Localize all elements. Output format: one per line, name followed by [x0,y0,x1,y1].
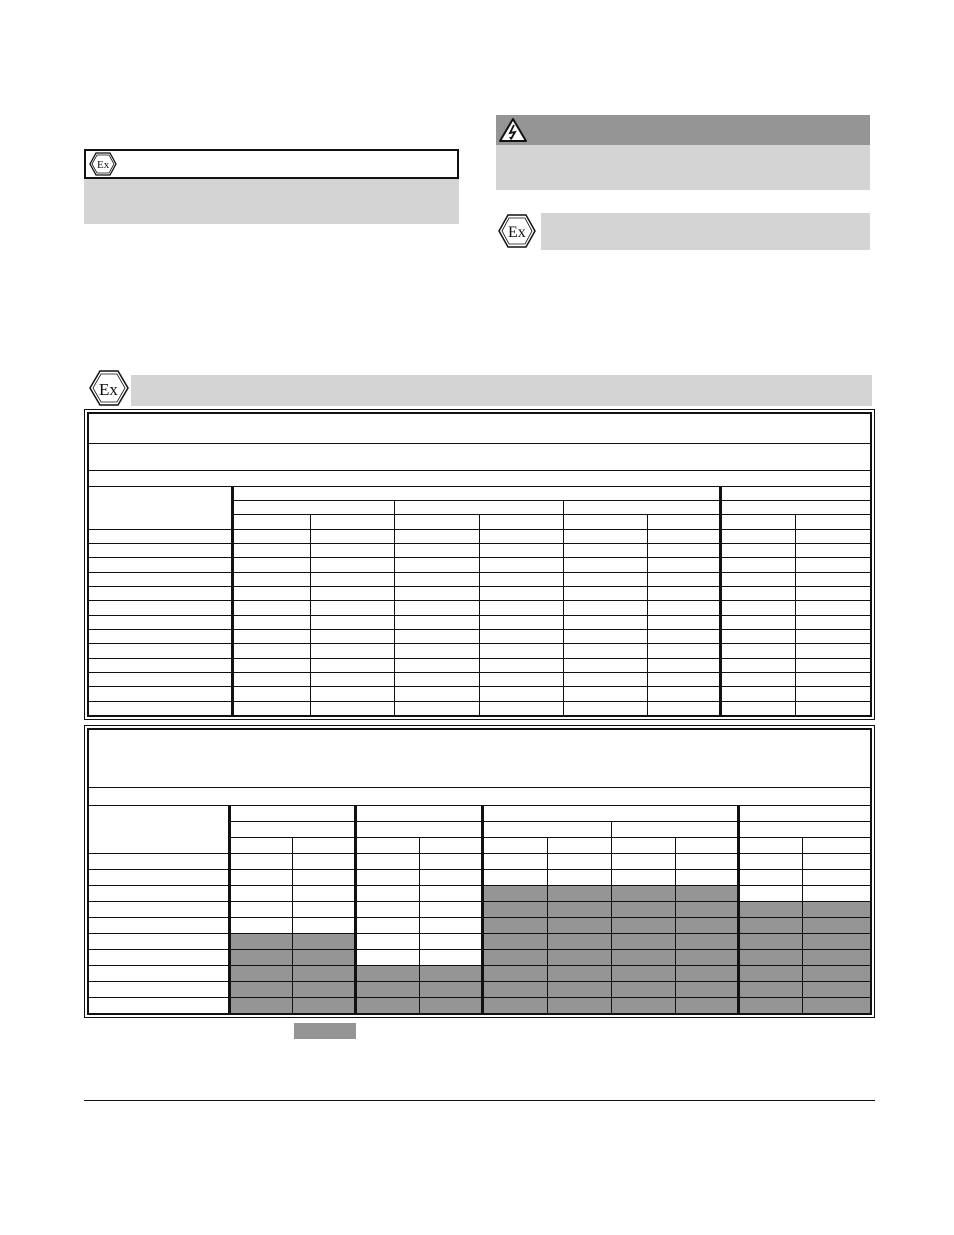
table-cell [796,658,871,672]
table-cell [89,701,233,715]
table-cell [548,965,612,981]
table-cell [356,997,420,1013]
table-cell [293,965,356,981]
table-row [89,629,871,643]
table-cell [230,853,293,869]
table-cell [739,949,803,965]
table-cell [480,687,564,701]
table-cell [721,558,796,572]
table-cell [648,615,721,629]
table-cell [89,853,230,869]
table-cell [480,529,564,543]
table-cell [356,917,420,933]
table-cell [612,853,676,869]
table-cell [612,949,676,965]
table-cell [356,901,420,917]
table-cell [548,853,612,869]
table-cell [420,933,483,949]
table-cell [230,885,293,901]
table-cell [564,701,648,715]
table-cell [480,572,564,586]
table-cell [230,869,293,885]
table-cell [564,529,648,543]
table-cell [564,644,648,658]
table-cell [89,917,230,933]
table-cell [564,572,648,586]
ex-icon [89,152,117,176]
table-cell [796,601,871,615]
table-cell [612,917,676,933]
table-row [89,558,871,572]
table-cell [293,997,356,1013]
table-cell [648,672,721,686]
table-cell [612,901,676,917]
table-cell [480,586,564,600]
warning-header [496,115,870,145]
ex-icon [498,214,536,248]
table-cell [395,701,480,715]
table-cell [548,901,612,917]
table-row [89,687,871,701]
table-cell [648,644,721,658]
table-cell [480,701,564,715]
table-cell [293,869,356,885]
table-cell [796,629,871,643]
svg-text:Ex: Ex [508,224,526,241]
warning-electric-icon [498,117,528,146]
table-cell [676,901,739,917]
table-cell [395,601,480,615]
table-cell [233,629,311,643]
table-1-grid [88,413,871,716]
table-cell [612,869,676,885]
table-cell [311,658,395,672]
table-cell [721,629,796,643]
table-row [89,965,871,981]
table-cell [89,615,233,629]
table-cell [89,572,233,586]
table-cell [721,644,796,658]
table-cell [612,933,676,949]
table-cell [233,615,311,629]
table-cell [230,949,293,965]
table-2-title [89,730,871,788]
table-cell [483,981,548,997]
table-cell [233,644,311,658]
table-row [89,672,871,686]
table-cell [89,558,233,572]
table-cell [311,586,395,600]
table-cell [420,853,483,869]
table-cell [356,853,420,869]
table-cell [420,949,483,965]
table-cell [311,615,395,629]
table-cell [483,901,548,917]
table-cell [739,933,803,949]
table-row [89,981,871,997]
table-cell [803,885,871,901]
notice-left-body [84,179,459,224]
table-row [89,544,871,558]
section-header-bar [131,375,872,406]
table-cell [676,885,739,901]
table-cell [796,586,871,600]
table-cell [648,601,721,615]
table-row [89,529,871,543]
table-cell [483,965,548,981]
table-cell [721,701,796,715]
table-cell [293,853,356,869]
table-cell [803,901,871,917]
table-cell [480,629,564,643]
table-cell [480,644,564,658]
table-cell [395,586,480,600]
table-cell [676,981,739,997]
table-cell [483,917,548,933]
table-cell [796,672,871,686]
table-cell [233,672,311,686]
table-cell [564,544,648,558]
table-cell [395,572,480,586]
ex-icon [89,370,129,406]
table-row [89,601,871,615]
table-cell [420,965,483,981]
table-cell [676,949,739,965]
table-cell [480,672,564,686]
table-cell [89,529,233,543]
table-cell [89,544,233,558]
table-cell [89,965,230,981]
table-cell [721,687,796,701]
table-cell [796,529,871,543]
table-cell [721,601,796,615]
table-cell [739,901,803,917]
table-row [89,949,871,965]
table-cell [230,901,293,917]
table-row [89,885,871,901]
table-cell [311,672,395,686]
table-cell [89,586,233,600]
table-cell [564,629,648,643]
table-cell [233,601,311,615]
table-1-corner-cell [89,486,233,529]
table-cell [483,869,548,885]
table-cell [548,917,612,933]
warning-body [496,145,870,190]
table-cell [721,672,796,686]
table-cell [483,997,548,1013]
table-row [89,572,871,586]
table-cell [230,917,293,933]
table-cell [395,544,480,558]
table-cell [480,615,564,629]
table-cell [564,658,648,672]
table-2 [84,725,875,1018]
table-cell [796,701,871,715]
table-cell [480,544,564,558]
notice-left-header [84,149,459,179]
table-row [89,658,871,672]
table-cell [739,997,803,1013]
table-cell [483,853,548,869]
table-cell [395,644,480,658]
table-cell [233,529,311,543]
table-cell [293,981,356,997]
table-cell [564,558,648,572]
table-cell [311,687,395,701]
table-cell [356,885,420,901]
table-cell [420,981,483,997]
table-cell [676,997,739,1013]
table-cell [739,965,803,981]
table-1-body [89,529,871,715]
table-cell [356,965,420,981]
table-cell [676,965,739,981]
table-cell [293,901,356,917]
table-cell [796,644,871,658]
table-cell [230,997,293,1013]
table-cell [648,586,721,600]
table-cell [721,658,796,672]
svg-text:Ex: Ex [99,380,118,399]
table-cell [89,981,230,997]
svg-text:Ex: Ex [97,159,110,171]
table-2-spacer-row [89,788,871,805]
table-cell [739,869,803,885]
table-1-header-row-1 [89,486,871,500]
table-cell [89,885,230,901]
table-cell [89,901,230,917]
table-cell [548,981,612,997]
table-cell [721,586,796,600]
table-1 [84,409,875,720]
table-cell [420,901,483,917]
table-cell [721,544,796,558]
table-cell [420,869,483,885]
table-cell [356,981,420,997]
table-cell [739,917,803,933]
table-cell [311,701,395,715]
table-cell [89,687,233,701]
table-row [89,869,871,885]
table-cell [89,601,233,615]
table-cell [648,658,721,672]
table-cell [89,933,230,949]
table-row [89,586,871,600]
table-cell [89,658,233,672]
table-cell [420,917,483,933]
table-cell [311,629,395,643]
table-cell [676,869,739,885]
table-cell [564,615,648,629]
table-cell [796,544,871,558]
table-cell [548,869,612,885]
table-1-title [89,414,871,444]
table-row [89,901,871,917]
table-cell [548,949,612,965]
legend-swatch [294,1023,356,1039]
table-cell [803,965,871,981]
table-cell [395,658,480,672]
table-cell [233,558,311,572]
table-cell [721,529,796,543]
table-cell [420,885,483,901]
table-cell [648,529,721,543]
table-cell [803,869,871,885]
table-2-title-row [89,730,871,788]
table-cell [293,949,356,965]
table-cell [395,558,480,572]
table-cell [796,615,871,629]
table-row [89,933,871,949]
table-cell [796,558,871,572]
table-cell [480,601,564,615]
table-cell [395,529,480,543]
table-cell [648,629,721,643]
table-cell [233,687,311,701]
table-cell [721,615,796,629]
table-1-spacer-row [89,471,871,486]
footer-divider [84,1100,875,1101]
table-2-corner-cell [89,805,230,853]
table-cell [293,933,356,949]
table-cell [233,544,311,558]
table-row [89,917,871,933]
table-cell [311,544,395,558]
table-cell [395,615,480,629]
table-cell [89,869,230,885]
table-cell [311,558,395,572]
table-cell [564,672,648,686]
table-cell [676,853,739,869]
table-cell [89,997,230,1013]
table-cell [803,853,871,869]
table-cell [89,629,233,643]
table-cell [293,917,356,933]
table-cell [89,949,230,965]
table-cell [548,933,612,949]
table-cell [293,885,356,901]
table-cell [395,629,480,643]
table-2-header-row-1 [89,805,871,821]
table-cell [89,672,233,686]
table-cell [739,853,803,869]
table-cell [739,885,803,901]
table-cell [803,997,871,1013]
table-cell [648,572,721,586]
table-cell [648,687,721,701]
table-cell [233,586,311,600]
table-cell [89,644,233,658]
table-cell [230,965,293,981]
table-cell [648,558,721,572]
table-cell [612,965,676,981]
table-1-title-row [89,414,871,444]
table-cell [420,997,483,1013]
table-cell [548,885,612,901]
table-cell [395,687,480,701]
table-row [89,615,871,629]
table-cell [230,981,293,997]
table-cell [233,658,311,672]
table-2-grid [88,729,871,1014]
table-cell [803,949,871,965]
table-cell [796,687,871,701]
table-cell [311,572,395,586]
table-cell [311,644,395,658]
table-row [89,644,871,658]
table-cell [483,885,548,901]
table-cell [612,981,676,997]
table-cell [612,997,676,1013]
ex-note-right-bar [541,213,870,250]
table-cell [564,586,648,600]
table-cell [564,687,648,701]
table-cell [483,949,548,965]
table-row [89,853,871,869]
table-cell [230,933,293,949]
table-cell [356,869,420,885]
table-cell [739,981,803,997]
table-cell [721,572,796,586]
table-cell [648,544,721,558]
table-cell [803,917,871,933]
table-cell [548,997,612,1013]
table-cell [480,658,564,672]
table-cell [648,701,721,715]
table-row [89,701,871,715]
table-cell [395,672,480,686]
table-row [89,997,871,1013]
table-cell [676,933,739,949]
table-cell [356,933,420,949]
table-cell [233,701,311,715]
table-2-body [89,853,871,1013]
table-cell [483,933,548,949]
table-cell [803,981,871,997]
table-cell [676,917,739,933]
table-cell [233,572,311,586]
table-cell [311,601,395,615]
table-cell [564,601,648,615]
table-cell [480,558,564,572]
table-cell [311,529,395,543]
table-cell [356,949,420,965]
table-1-subtitle-row [89,443,871,471]
table-cell [803,933,871,949]
table-cell [796,572,871,586]
table-cell [612,885,676,901]
table-1-subtitle [89,443,871,471]
